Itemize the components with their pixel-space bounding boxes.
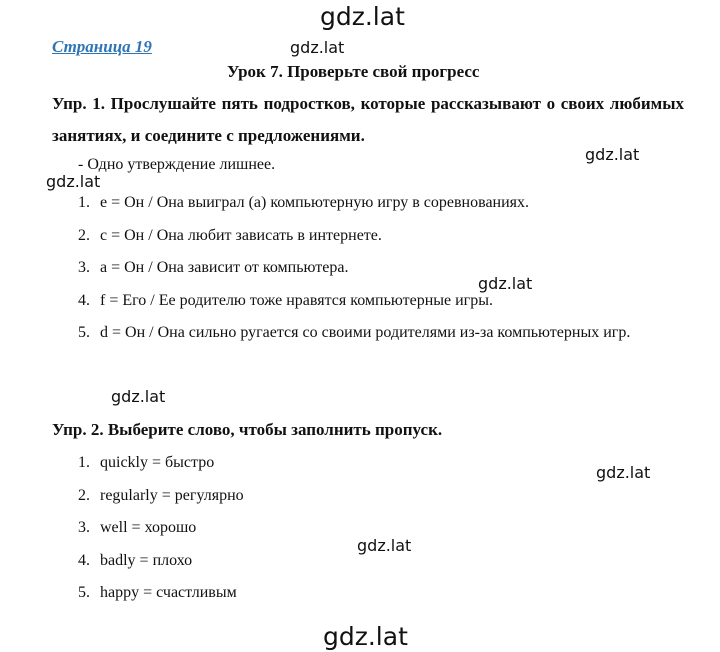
list-item-number: 5. bbox=[78, 584, 90, 601]
list-item bbox=[78, 582, 684, 615]
list-item-number: 1. bbox=[78, 454, 90, 471]
list-item-text: quickly = быстро bbox=[100, 454, 215, 471]
watermark-middle-2: gdz.lat bbox=[357, 536, 412, 555]
list-item-number: 1. bbox=[78, 194, 90, 211]
list-item-text: a = Он / Она зависит от компьютера. bbox=[100, 259, 349, 276]
list-item bbox=[78, 550, 684, 583]
list-item bbox=[78, 192, 684, 225]
watermark-header: gdz.lat bbox=[290, 38, 345, 57]
list-item-number: 5. bbox=[78, 324, 90, 341]
list-item-text: happy = счастливым bbox=[100, 584, 237, 601]
watermark-right-2: gdz.lat bbox=[596, 463, 651, 482]
exercise-2-heading: Упр. 2. Выберите слово, чтобы заполнить пропуск. bbox=[52, 420, 443, 439]
list-item bbox=[78, 517, 684, 550]
list-item-number: 4. bbox=[78, 291, 90, 309]
watermark-left-1: gdz.lat bbox=[46, 172, 101, 191]
page-link[interactable]: Страница 19 bbox=[52, 37, 152, 56]
list-item bbox=[78, 452, 684, 485]
list-item-text: regularly = регулярно bbox=[100, 486, 244, 504]
list-item-text: c = Он / Она любит зависать в интернете. bbox=[100, 226, 382, 244]
list-item-text: badly = плохо bbox=[100, 551, 193, 569]
exercise-1-list bbox=[78, 192, 684, 349]
watermark-right-1: gdz.lat bbox=[585, 145, 640, 164]
exercise-1-heading: Упр. 1. Прослушайте пять подростков, которые рассказывают о своих любимых занятиях, и соедините с предложениями. bbox=[52, 94, 684, 145]
watermark-middle-1: gdz.lat bbox=[478, 274, 533, 293]
exercise-1-note: - Одно утверждение лишнее. bbox=[78, 156, 276, 173]
watermark-left-2: gdz.lat bbox=[111, 387, 166, 406]
list-item bbox=[78, 257, 684, 290]
list-item bbox=[78, 317, 684, 349]
list-item-number: 2. bbox=[78, 226, 90, 244]
list-item-text: f = Его / Ее родителю тоже нравятся компьютерные игры. bbox=[100, 291, 493, 309]
list-item-text: well = хорошо bbox=[100, 519, 197, 536]
list-item bbox=[78, 225, 684, 258]
lesson-title: Урок 7. Проверьте свой прогресс bbox=[227, 62, 480, 81]
list-item-number: 3. bbox=[78, 259, 90, 276]
list-item-number: 2. bbox=[78, 486, 90, 504]
list-item bbox=[78, 485, 684, 518]
watermark-top: gdz.lat bbox=[320, 2, 405, 31]
watermark-bottom: gdz.lat bbox=[323, 622, 408, 651]
exercise-2-list bbox=[78, 452, 684, 615]
list-item-text: d = Он / Она сильно ругается со своими родителями из-за компьютерных игр. bbox=[100, 324, 631, 341]
list-item-text: e = Он / Она выиграл (а) компьютерную игру в соревнованиях. bbox=[100, 194, 530, 211]
list-item-number: 4. bbox=[78, 551, 90, 569]
list-item-number: 3. bbox=[78, 519, 90, 536]
